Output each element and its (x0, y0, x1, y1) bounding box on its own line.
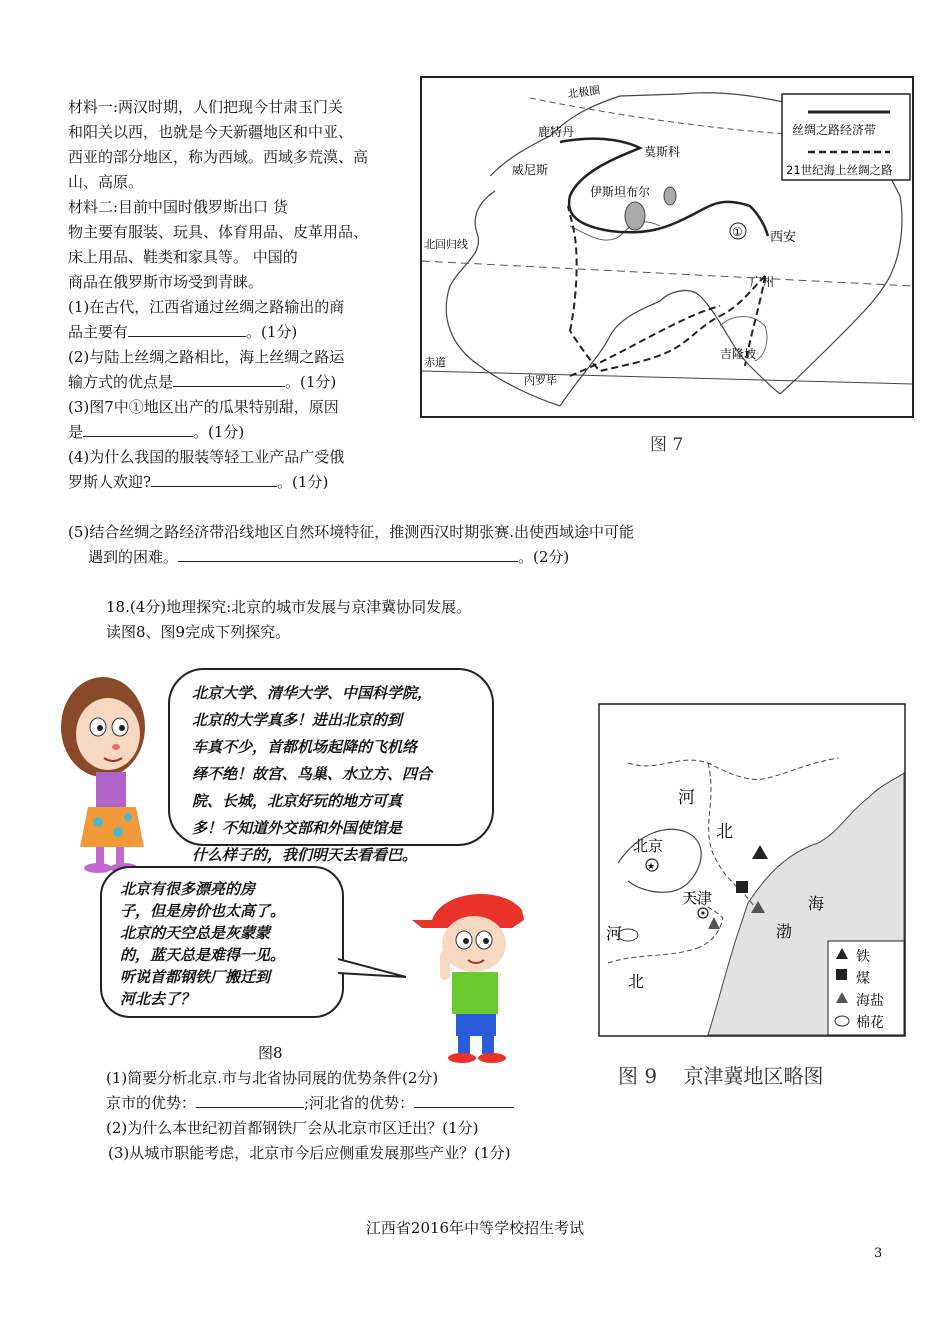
q18-1-hebei-label: ;河北省的优势： (304, 1094, 415, 1112)
q17-5-line-b (88, 547, 569, 567)
bubble2-line-1: 北京有很多漂亮的房 (120, 880, 256, 898)
q17-2-line-b (68, 372, 336, 392)
label-guangzhou: 广州 (750, 275, 775, 289)
q17-1-prefix: 品主要有 (68, 323, 129, 341)
bubble2-tail (338, 955, 408, 985)
bubble1-line-2: 北京的大学真多！进出北京的到 (192, 711, 403, 729)
label-arctic-circle: 北极圈 (566, 83, 602, 101)
q17-1-answer-blank[interactable] (128, 322, 246, 337)
q17-2-line-a: (2)与陆上丝绸之路相比，海上丝绸之路运 (68, 348, 345, 366)
fig7-caption: 图 7 (650, 435, 684, 455)
bubble2-line-4: 的，蓝天总是难得一见。 (120, 946, 286, 964)
coal-symbol-icon (736, 881, 748, 893)
map9-label-hai: 海 (808, 894, 825, 913)
label-istanbul: 伊斯坦布尔 (590, 185, 651, 199)
q17-3-answer-blank[interactable] (83, 422, 193, 437)
speech-bubble-girl (168, 668, 494, 864)
jingjinji-map (598, 703, 906, 1037)
q17-5-answer-blank[interactable] (178, 547, 518, 562)
material-line-3: 西亚的部分地区，称为西域。西域多荒漠、高 (68, 148, 369, 166)
girl-illustration (58, 672, 168, 874)
label-nairobi: 内罗毕 (524, 374, 557, 387)
fig9-caption: 图 9 京津冀地区略图 (618, 1064, 824, 1088)
q18-1-beijing-blank[interactable] (196, 1093, 304, 1108)
material-line-2: 和阳关以西，也就是今天新疆地区和中亚、 (68, 123, 354, 141)
q17-3-line-b (68, 422, 244, 442)
legend-sea-route: 21世纪海上丝绸之路 (786, 163, 893, 177)
material-line-7: 床上用品、鞋类和家具等。 中国的 (68, 248, 298, 266)
bubble1-line-5: 院、长城，北京好玩的地方可真 (192, 792, 403, 810)
map9-label-bei-south: 北 (628, 972, 645, 991)
q17-5-suffix: 。(2分) (518, 548, 570, 566)
label-xian: 西安 (770, 230, 797, 245)
material-line-5: 材料二:目前中国时俄罗斯出口 货 (68, 198, 288, 216)
label-moscow: 莫斯科 (644, 145, 681, 159)
bubble1-line-4: 绎不绝！故宫、鸟巢、水立方、四合 (192, 765, 433, 783)
q18-title: 18.(4分)地理探究:北京的城市发展与京津冀协同发展。 (106, 598, 472, 616)
bubble2-line-5: 听说首都钢铁厂搬迁到 (120, 968, 271, 986)
q17-4-line-a: (4)为什么我国的服装等轻工业产品广受俄 (68, 448, 345, 466)
bubble1-line-7: 什么样子的，我们明天去看看巴。 (192, 846, 418, 864)
q17-4-line-b (68, 472, 328, 492)
speech-bubble-boy (100, 866, 344, 1018)
label-singapore: 吉隆坡 (720, 347, 757, 361)
silk-road-map (420, 76, 914, 418)
bubble1-line-1: 北京大学、清华大学、中国科学院， (192, 684, 433, 702)
bubble1-line-6: 多！不知道外交部和外国使馆是 (192, 819, 403, 837)
label-rotterdam: 鹿特丹 (538, 125, 575, 139)
legend-cotton: 棉花 (856, 1015, 884, 1031)
legend-salt: 海盐 (856, 993, 884, 1009)
q18-intro: 读图8、图9完成下列探究。 (106, 623, 291, 641)
q17-2-suffix: 。(1分) (285, 373, 337, 391)
label-equator: 赤道 (424, 356, 446, 369)
q17-1-line-a: (1)在古代，江西省通过丝绸之路输出的商 (68, 298, 345, 316)
label-tropic: 北回归线 (424, 238, 468, 251)
boy-illustration (412, 880, 530, 1064)
material-line-1: 材料一:两汉时期，人们把现今甘肃玉门关 (68, 98, 344, 116)
material-line-6: 物主要有服装、玩具、体育用品、皮革用品、 (68, 223, 369, 241)
q17-5-line-a: (5)结合丝绸之路经济带沿线地区自然环境特征，推测西汉时期张赛.出使西域途中可能 (68, 523, 635, 541)
legend-land-route: 丝绸之路经济带 (792, 123, 877, 137)
map9-label-he-north: 河 (678, 788, 695, 808)
label-venice: 威尼斯 (512, 163, 549, 177)
q17-2-prefix: 输方式的优点是 (68, 373, 174, 391)
map9-label-tianjin: 天津 (682, 889, 713, 907)
page-number: 3 (874, 1246, 883, 1261)
q17-2-answer-blank[interactable] (173, 372, 285, 387)
material-line-8: 商品在俄罗斯市场受到青睐。 (68, 273, 264, 291)
legend-iron: 铁 (856, 949, 870, 965)
footer-title: 江西省2016年中等学校招生考试 (365, 1219, 585, 1237)
q17-3-suffix: 。(1分) (193, 423, 245, 441)
map-marker-1: ① (732, 225, 743, 239)
q18-1-line-a: (1)简要分析北京.市与北省协同展的优势条件(2分) (106, 1069, 439, 1087)
q18-1-hebei-blank[interactable] (414, 1093, 514, 1108)
material-line-4: 山、高原。 (68, 173, 144, 191)
q17-4-prefix: 罗斯人欢迎? (68, 473, 152, 491)
map9-label-beijing: 北京 (633, 837, 664, 855)
q17-1-line-b (68, 322, 297, 342)
q18-1-line-b (106, 1093, 514, 1113)
q18-3: (3)从城市职能考虑，北京市今后应侧重发展那些产业？(1分) (108, 1144, 511, 1162)
bubble2-line-6: 河北去了？ (120, 990, 196, 1008)
map9-label-he-south: 河 (606, 924, 623, 943)
bubble1-line-3: 车真不少，首都机场起降的飞机络 (192, 738, 418, 756)
map9-label-bo: 渤 (776, 922, 793, 941)
legend-coal: 煤 (856, 971, 870, 987)
q17-1-suffix: 。(1分) (246, 323, 298, 341)
bubble2-line-3: 北京的天空总是灰蒙蒙 (120, 924, 271, 942)
q17-3-prefix: 是 (68, 423, 84, 441)
map9-label-bei-north: 北 (716, 822, 733, 842)
bubble2-line-2: 子，但是房价也太高了。 (120, 902, 286, 920)
q17-3-line-a: (3)图7中①地区出产的瓜果特别甜，原因 (68, 398, 339, 416)
beijing-star-icon: ★ (647, 862, 656, 872)
q17-4-suffix: 。(1分) (277, 473, 329, 491)
q18-2: (2)为什么本世纪初首都钢铁厂会从北京市区迁出？(1分) (106, 1119, 479, 1137)
q17-4-answer-blank[interactable] (151, 472, 277, 487)
fig8-caption: 图8 (258, 1044, 283, 1062)
q17-5-prefix: 遇到的困难。 (88, 548, 179, 566)
q18-1-beijing-label: 京市的优势： (106, 1094, 197, 1112)
